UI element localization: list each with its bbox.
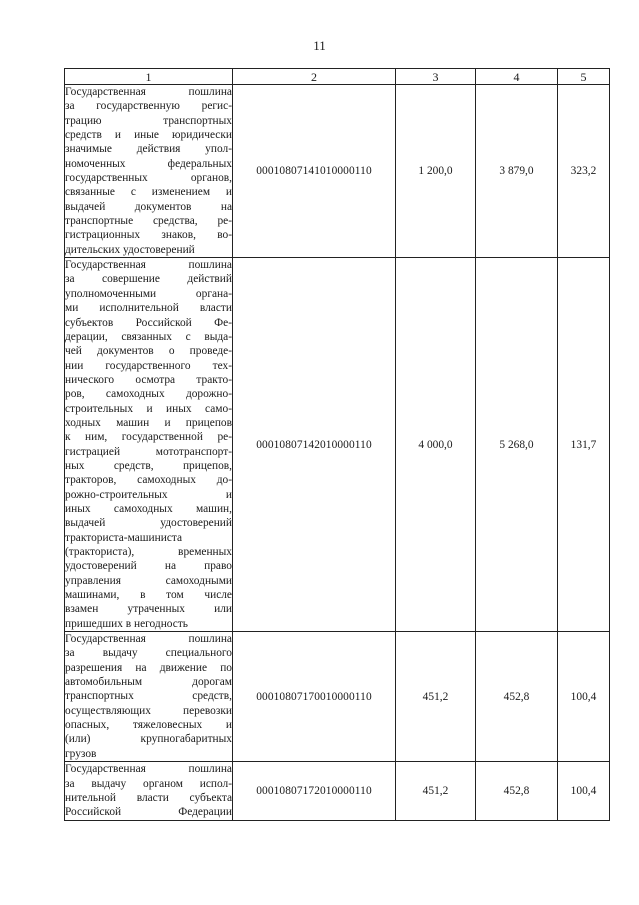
payment-name-line: трацию транспортных [65, 114, 232, 127]
payment-name-line: пришедших в негодность [65, 617, 188, 630]
value-col5-cell: 131,7 [558, 258, 610, 632]
payment-name-line: Российской Федерации [65, 806, 232, 819]
value-col3-cell: 4 000,0 [396, 258, 476, 632]
payment-name-line: рожно-строительных и [65, 488, 232, 501]
table-row [65, 762, 610, 820]
payment-name-line: связанные с изменением и [65, 186, 232, 199]
payment-name-line: машинами, в том числе [65, 589, 232, 602]
payment-name-line: нического осмотра тракто- [65, 373, 232, 386]
value-col3-cell: 451,2 [396, 762, 476, 820]
payment-name-line: грузов [65, 747, 97, 760]
payment-name-line: тракториста-машиниста [65, 531, 183, 544]
payment-name-line: номоченных федеральных [65, 157, 232, 170]
payment-name-cell [65, 762, 233, 820]
payment-name-line: за совершение действий [65, 273, 232, 286]
payment-name-line: управления самоходными [65, 574, 232, 587]
payment-name-line: Государственная пошлина [65, 86, 232, 98]
payment-name-line: за государственную регис- [65, 100, 232, 113]
payment-name-line: ных средств, прицепов, [65, 459, 232, 472]
page-number: 11 [313, 38, 326, 53]
payment-name-line: гистрацией мототранспорт- [65, 445, 232, 458]
payment-name-line: Государственная пошлина [65, 763, 232, 776]
payment-name-line: средств и иные юридически [65, 129, 232, 142]
column-header-3: 3 [396, 69, 476, 85]
value-col5-cell: 323,2 [558, 85, 610, 258]
payment-name-line: выдачей документов на [65, 200, 232, 213]
payment-name-line: гистрационных знаков, во- [65, 229, 232, 242]
table-row [65, 85, 610, 258]
payment-name-line: удостоверений на право [65, 560, 232, 573]
value-col4-cell: 452,8 [476, 762, 558, 820]
payment-name-line: опасных, тяжеловесных и [65, 719, 232, 732]
value-col4-cell: 3 879,0 [476, 85, 558, 258]
payment-name-line: разрешения на движение по [65, 661, 232, 674]
table-row [65, 632, 610, 762]
payment-name-line: чей документов о проведе- [65, 345, 232, 358]
value-col4-cell: 5 268,0 [476, 258, 558, 632]
budget-code-cell: 00010807170010000110 [233, 632, 396, 762]
payment-name-line: к ним, государственной ре- [65, 431, 232, 444]
payment-name-line: выдачей удостоверений [65, 517, 232, 530]
payment-name-line: ми исполнительной власти [65, 302, 232, 315]
payment-name-line: уполномоченными органа- [65, 287, 232, 300]
header-row [65, 69, 610, 85]
payment-name-line: взамен утраченных или [65, 603, 232, 616]
payment-name-line: автомобильным дорогам [65, 676, 232, 689]
budget-code-cell: 00010807141010000110 [233, 85, 396, 258]
payment-name-cell [65, 258, 233, 632]
value-col4-cell: 452,8 [476, 632, 558, 762]
budget-code-cell: 00010807172010000110 [233, 762, 396, 820]
payment-name-line: за выдачу специального [65, 647, 232, 660]
column-header-2: 2 [233, 69, 396, 85]
payment-name-line: транспортных средств, [65, 690, 232, 703]
budget-code-cell: 00010807142010000110 [233, 258, 396, 632]
payment-name-line: тракторов, самоходных до- [65, 474, 232, 487]
payment-name-line: дерации, связанных с выда- [65, 330, 232, 343]
table-row [65, 258, 610, 632]
revenue-table [64, 68, 610, 821]
payment-name-cell [65, 85, 233, 258]
payment-name-line: иных самоходных машин, [65, 502, 232, 515]
payment-name-line: нительной власти субъекта [65, 791, 232, 804]
payment-name-line: ров, самоходных дорожно- [65, 388, 232, 401]
value-col5-cell: 100,4 [558, 632, 610, 762]
payment-name-line: субъектов Российской Фе- [65, 316, 232, 329]
payment-name-line: Государственная пошлина [65, 259, 232, 272]
payment-name-line: ходных машин и прицепов [65, 416, 232, 429]
value-col5-cell: 100,4 [558, 762, 610, 820]
column-header-1: 1 [65, 69, 233, 85]
payment-name-line: осуществляющих перевозки [65, 704, 232, 717]
column-header-5: 5 [558, 69, 610, 85]
payment-name-line: за выдачу органом испол- [65, 777, 232, 790]
column-header-4: 4 [476, 69, 558, 85]
payment-name-line: значимые действия упол- [65, 143, 232, 156]
payment-name-line: Государственная пошлина [65, 633, 232, 646]
payment-name-line: (тракториста), временных [65, 546, 232, 558]
value-col3-cell: 451,2 [396, 632, 476, 762]
payment-name-line: транспортные средства, ре- [65, 215, 232, 228]
payment-name-line: государственных органов, [65, 172, 232, 185]
value-col3-cell: 1 200,0 [396, 85, 476, 258]
payment-name-line: (или) крупногабаритных [65, 733, 232, 746]
payment-name-line: дительских удостоверений [65, 243, 195, 256]
payment-name-line: строительных и иных само- [65, 402, 232, 415]
payment-name-line: нии государственного тех- [65, 359, 232, 372]
payment-name-cell [65, 632, 233, 762]
